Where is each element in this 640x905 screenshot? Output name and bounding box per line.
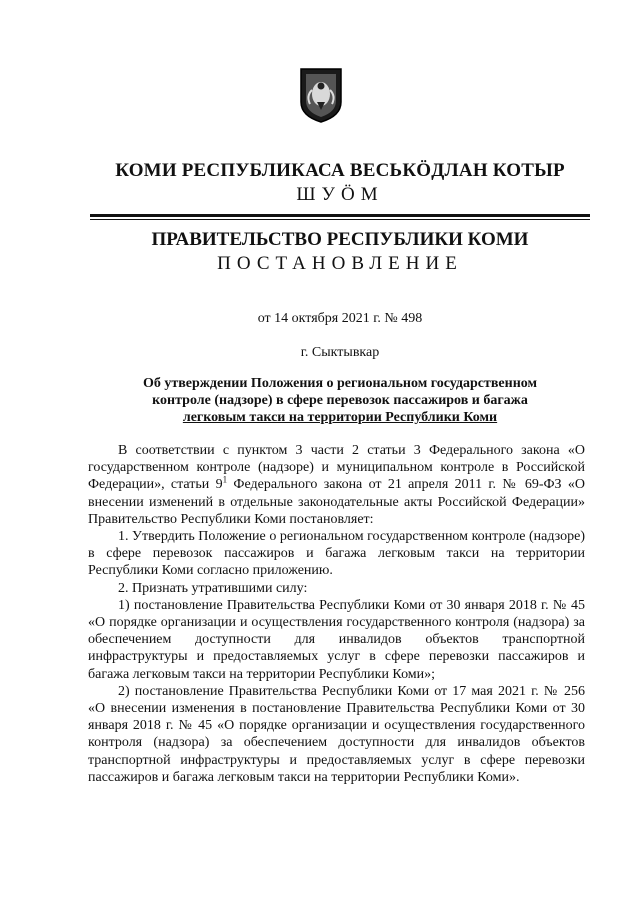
resolution-word: ПОСТАНОВЛЕНИЕ xyxy=(217,253,463,274)
header-divider-thick xyxy=(90,214,590,217)
date-number-line: от 14 октября 2021 г. № 498 xyxy=(257,311,423,326)
title-line-2: контроле (надзоре) в сфере перевозок пассажиров и багажа xyxy=(152,393,528,408)
item-1-paragraph: 1. Утвердить Положение о региональном государственном контроле (надзоре) в сфере перевозок пассажиров и багажа легковым такси на территории Республики Коми согласно приложению. xyxy=(88,529,585,579)
coat-of-arms-emblem xyxy=(298,66,344,124)
komi-resolution-word: ШУÖМ xyxy=(296,184,384,205)
title-line-3: легковым такси на территории Республики Коми xyxy=(182,410,498,425)
intro-paragraph xyxy=(88,442,585,528)
title-line-1: Об утверждении Положения о региональном государственном xyxy=(142,376,538,391)
resolution-body xyxy=(88,442,585,786)
item-2-paragraph: 2. Признать утратившими силу: xyxy=(118,580,308,596)
subitem-1-paragraph: 1) постановление Правительства Республики Коми от 30 января 2018 г. № 45 «О порядке организации и осуществления государственного контроля (надзора) за обеспечением доступности для инвалидов объектов транспортной инфраструктуры и предоставляемых услуг в сфере перевозки пассажиров и багажа легковым такси на территории Республики Коми»; xyxy=(88,597,585,682)
intro-text-a: В соответствии с пунктом 3 части 2 статьи 3 Федерального закона «О государственном контроле (надзоре) и муниципальном контроле в Российской Федерации», статьи 9 xyxy=(88,443,585,493)
intro-superscript: 1 xyxy=(222,474,228,485)
komi-government-title: КОМИ РЕСПУБЛИКАСА ВЕСЬКӦДЛАН КОТЫР xyxy=(115,160,565,181)
intro-text-b: Федерального закона от 21 апреля 2011 г. № 69-ФЗ «О внесении изменений в отдельные законодательные акты Российской Федерации» Правительство Республики Коми постановляет: xyxy=(88,477,585,527)
russian-government-title: ПРАВИТЕЛЬСТВО РЕСПУБЛИКИ КОМИ xyxy=(151,229,529,250)
header-divider-thin xyxy=(90,219,590,220)
resolution-title xyxy=(110,375,570,426)
subitem-2-paragraph: 2) постановление Правительства Республики Коми от 17 мая 2021 г. № 256 «О внесении изменения в постановление Правительства Республики Коми от 30 января 2018 г. № 45 «О порядке организации и осуществления государственного контроля (надзора) за обеспечением доступности для инвалидов объектов транспортной инфраструктуры и предоставляемых услуг в сфере перевозки пассажиров и багажа легковым такси на территории Республики Коми». xyxy=(88,683,585,785)
city-line: г. Сыктывкар xyxy=(300,345,380,360)
